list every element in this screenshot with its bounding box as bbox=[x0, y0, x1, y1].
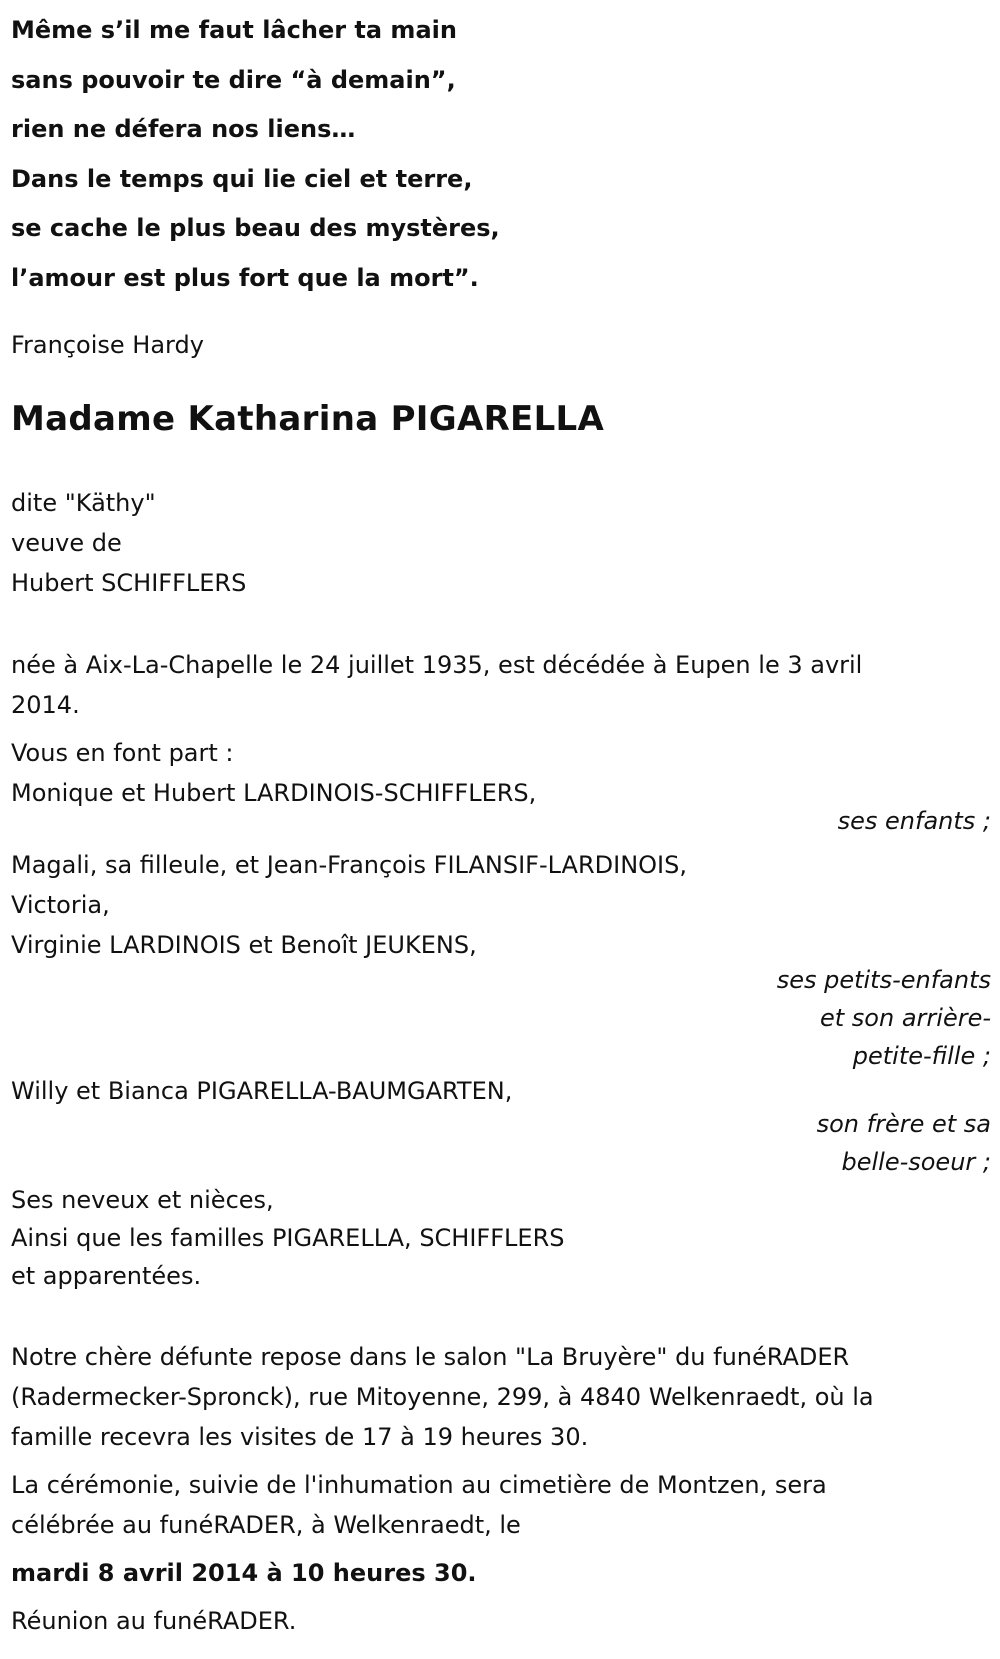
repose-line: famille recevra les visites de 17 à 19 heures 30. bbox=[11, 1423, 589, 1451]
nickname: dite "Käthy" bbox=[11, 489, 156, 517]
family-member: Virginie LARDINOIS et Benoît JEUKENS, bbox=[11, 931, 477, 959]
birth-death-info bbox=[11, 645, 991, 725]
ceremony-line: célébrée au funéRADER, à Welkenraedt, le bbox=[11, 1511, 521, 1539]
ceremony-line: La cérémonie, suivie de l'inhumation au cimetière de Montzen, sera bbox=[11, 1471, 827, 1499]
deceased-name: Madame Katharina PIGARELLA bbox=[11, 399, 605, 439]
other-relatives: Ses neveux et nièces, bbox=[11, 1186, 274, 1214]
poem-line: Même s’il me faut lâcher ta main bbox=[11, 16, 457, 44]
relation-label bbox=[11, 961, 991, 1075]
other-relatives: et apparentées. bbox=[11, 1262, 202, 1290]
repose-info bbox=[11, 1337, 991, 1457]
poem-line: rien ne défera nos liens… bbox=[11, 115, 356, 143]
obituary-page bbox=[11, 0, 991, 1641]
family-member: Magali, sa filleule, et Jean-François FILANSIF-LARDINOIS, bbox=[11, 851, 687, 879]
poem-line: l’amour est plus fort que la mort”. bbox=[11, 263, 479, 292]
family-member: Willy et Bianca PIGARELLA-BAUMGARTEN, bbox=[11, 1077, 513, 1105]
poem-author: Françoise Hardy bbox=[11, 331, 204, 359]
poem-line: se cache le plus beau des mystères, bbox=[11, 214, 500, 242]
relation-label bbox=[11, 1105, 991, 1181]
relation-line: ses petits-enfants bbox=[776, 966, 991, 994]
widow-of-label: veuve de bbox=[11, 529, 122, 557]
poem-line: Dans le temps qui lie ciel et terre, bbox=[11, 164, 473, 193]
poem bbox=[11, 0, 991, 303]
family-member: Victoria, bbox=[11, 891, 110, 919]
family-member: Monique et Hubert LARDINOIS-SCHIFFLERS, bbox=[11, 779, 537, 807]
other-relatives: Ainsi que les familles PIGARELLA, SCHIFFLERS bbox=[11, 1224, 565, 1252]
relation-line: petite-fille ; bbox=[852, 1042, 991, 1070]
relation-line: et son arrière- bbox=[820, 1004, 991, 1032]
repose-line: (Radermecker-Spronck), rue Mitoyenne, 299, à 4840 Welkenraedt, où la bbox=[11, 1383, 874, 1411]
family-announcement bbox=[11, 733, 991, 1295]
ceremony-info bbox=[11, 1465, 991, 1545]
announce-intro: Vous en font part : bbox=[11, 739, 234, 767]
birth-death-line: 2014. bbox=[11, 691, 80, 719]
relation-line: ses enfants ; bbox=[837, 807, 991, 835]
ceremony-date: mardi 8 avril 2014 à 10 heures 30. bbox=[11, 1559, 477, 1587]
deceased-details bbox=[11, 483, 991, 603]
poem-line: sans pouvoir te dire “à demain”, bbox=[11, 65, 456, 94]
spouse-name: Hubert SCHIFFLERS bbox=[11, 569, 247, 597]
repose-line: Notre chère défunte repose dans le salon "La Bruyère" du funéRADER bbox=[11, 1343, 850, 1371]
reunion-info: Réunion au funéRADER. bbox=[11, 1607, 297, 1635]
relation-line: belle-soeur ; bbox=[841, 1148, 991, 1176]
relation-line: son frère et sa bbox=[816, 1110, 991, 1138]
birth-death-line: née à Aix-La-Chapelle le 24 juillet 1935, est décédée à Eupen le 3 avril bbox=[11, 651, 863, 679]
